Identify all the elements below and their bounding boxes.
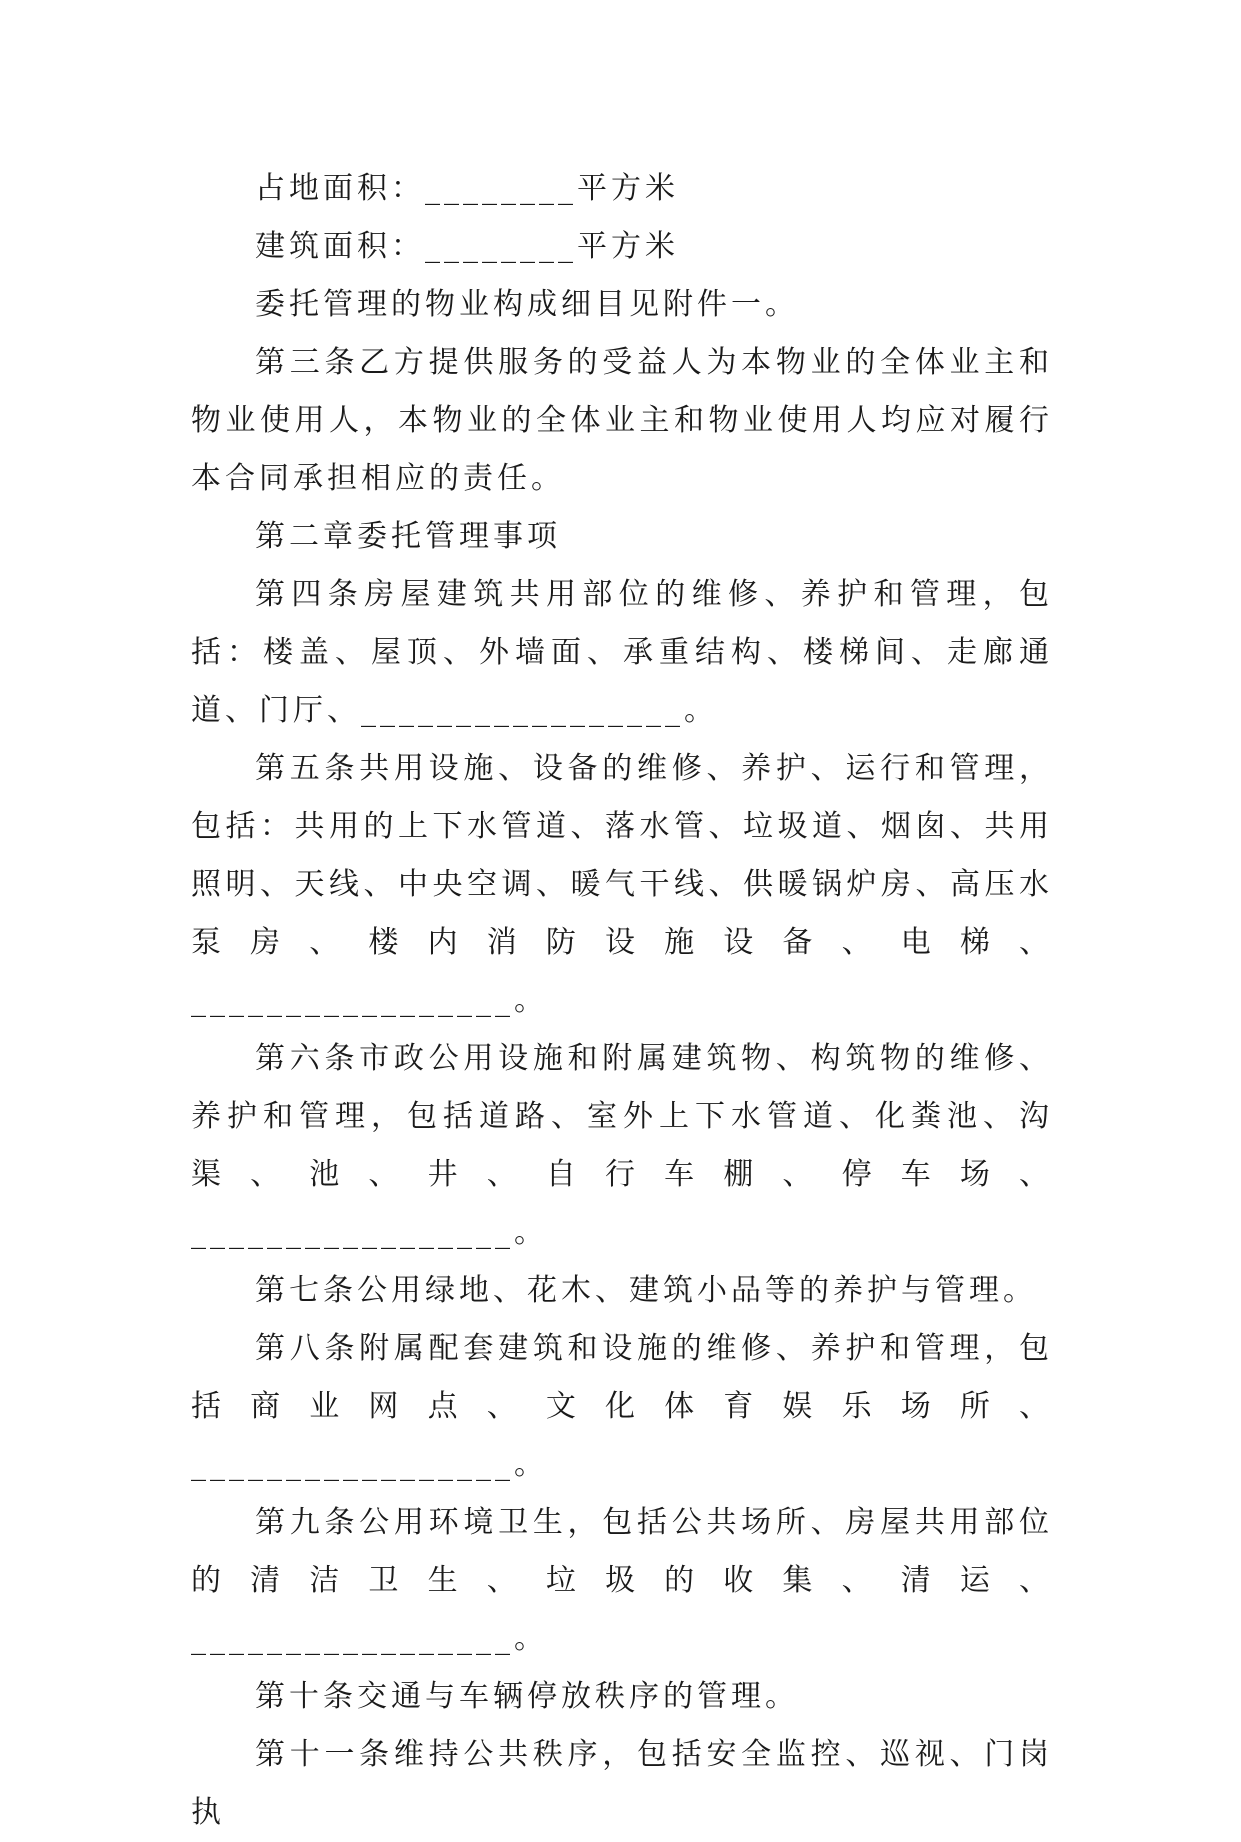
article-3: 第三条乙方提供服务的受益人为本物业的全体业主和物业使用人，本物业的全体业主和物业使用人均应对履行本合同承担相应的责任。 [191, 345, 1053, 496]
article-7: 第七条公用绿地、花木、建筑小品等的养护与管理。 [255, 1273, 1037, 1308]
article-5: 第五条共用设施、设备的维修、养护、运行和管理，包括：共用的上下水管道、落水管、垃圾道、烟囱、共用照明、天线、中央空调、暖气干线、供暖锅炉房、高压水泵房、楼内消防设施设备、电梯、_________________。 [191, 751, 1053, 1018]
article-4: 第四条房屋建筑共用部位的维修、养护和管理，包括：楼盖、屋顶、外墙面、承重结构、楼梯间、走廊通道、门厅、_________________。 [191, 577, 1053, 728]
building-area-line: 建筑面积：________平方米 [255, 229, 679, 264]
article-10: 第十条交通与车辆停放秩序的管理。 [255, 1679, 799, 1714]
document-body [191, 160, 1053, 1842]
article-9: 第九条公用环境卫生，包括公共场所、房屋共用部位的清洁卫生、垃圾的收集、清运、_________________。 [191, 1505, 1053, 1656]
chapter-2-heading: 第二章委托管理事项 [255, 519, 561, 554]
property-details-line: 委托管理的物业构成细目见附件一。 [255, 287, 799, 322]
article-8: 第八条附属配套建筑和设施的维修、养护和管理，包括商业网点、文化体育娱乐场所、_________________。 [191, 1331, 1053, 1482]
article-11: 第十一条维持公共秩序，包括安全监控、巡视、门岗执 [191, 1737, 1053, 1830]
article-6: 第六条市政公用设施和附属建筑物、构筑物的维修、养护和管理，包括道路、室外上下水管道、化粪池、沟渠、池、井、自行车棚、停车场、_________________。 [191, 1041, 1053, 1250]
land-area-line: 占地面积：________平方米 [255, 171, 679, 206]
